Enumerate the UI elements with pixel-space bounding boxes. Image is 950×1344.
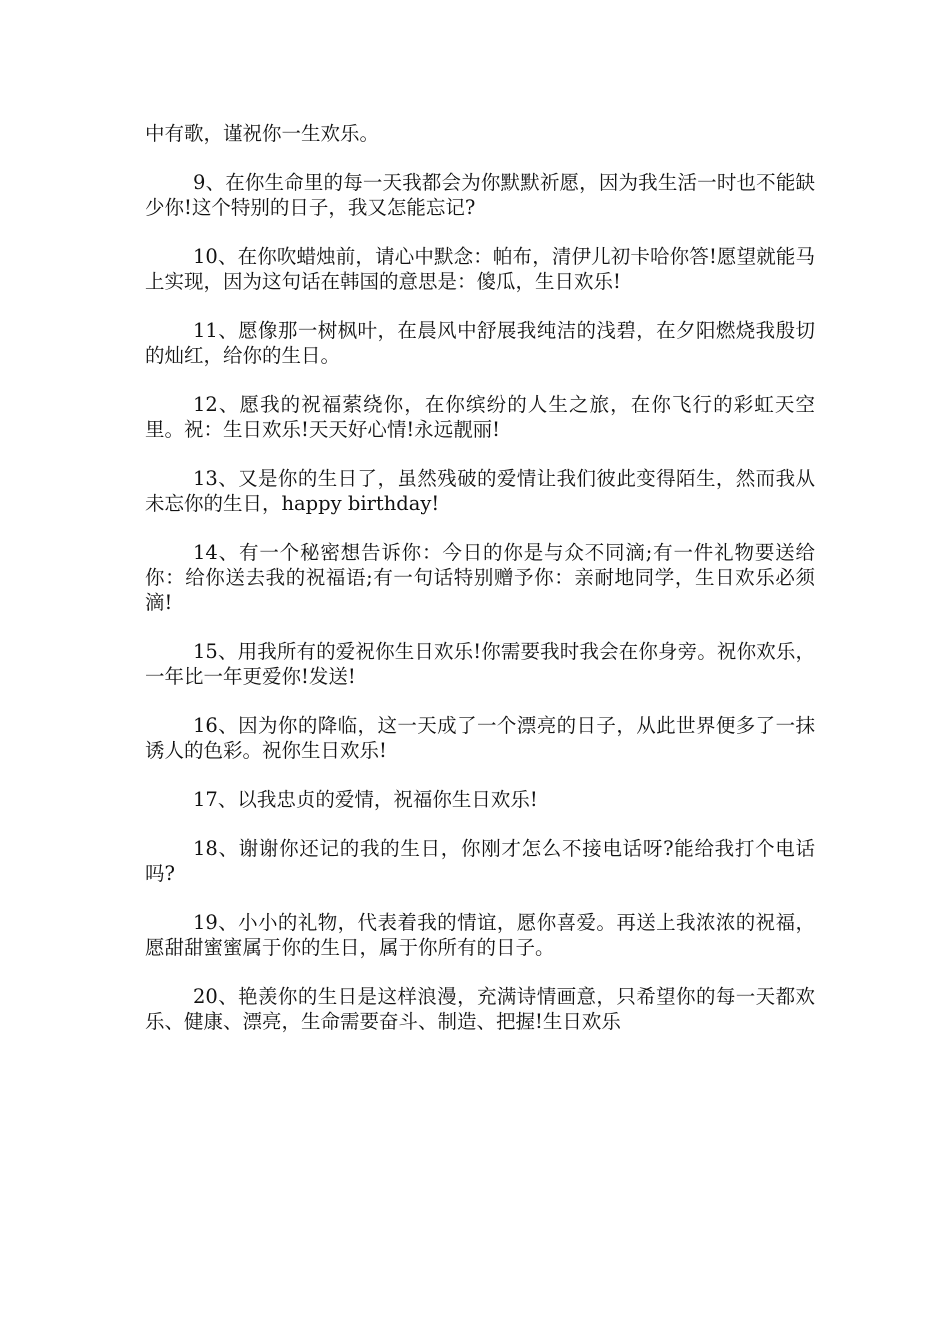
paragraph-continuation: 中有歌，谨祝你一生欢乐。 — [145, 122, 380, 145]
paragraph-19: 19、小小的礼物，代表着我的情谊，愿你喜爱。再送上我浓浓的祝福，愿甜甜蜜蜜属于你的生日，属于你所有的日子。 — [145, 911, 815, 959]
paragraph-12: 12、愿我的祝福萦绕你，在你缤纷的人生之旅，在你飞行的彩虹天空里。祝：生日欢乐!天天好心情!永远靓丽! — [145, 393, 815, 441]
paragraph-14: 14、有一个秘密想告诉你：今日的你是与众不同滴;有一件礼物要送给你：给你送去我的祝福语;有一句话特别赠予你：亲耐地同学，生日欢乐必须滴! — [145, 541, 815, 614]
paragraph-9: 9、在你生命里的每一天我都会为你默默祈愿，因为我生活一时也不能缺少你!这个特别的日子，我又怎能忘记? — [145, 171, 815, 219]
paragraph-13: 13、又是你的生日了，虽然残破的爱情让我们彼此变得陌生，然而我从未忘你的生日，happy birthday! — [145, 467, 815, 515]
paragraph-18: 18、谢谢你还记的我的生日，你刚才怎么不接电话呀?能给我打个电话吗? — [145, 837, 815, 885]
document-body — [145, 121, 815, 1058]
paragraph-10: 10、在你吹蜡烛前，请心中默念：帕布，清伊儿初卡哈你答!愿望就能马上实现，因为这句话在韩国的意思是：傻瓜，生日欢乐! — [145, 245, 815, 293]
paragraph-15: 15、用我所有的爱祝你生日欢乐!你需要我时我会在你身旁。祝你欢乐，一年比一年更爱你!发送! — [145, 640, 815, 688]
paragraph-20: 20、艳羡你的生日是这样浪漫，充满诗情画意，只希望你的每一天都欢乐、健康、漂亮，生命需要奋斗、制造、把握!生日欢乐 — [145, 985, 815, 1033]
paragraph-17: 17、以我忠贞的爱情，祝福你生日欢乐! — [193, 788, 538, 811]
paragraph-11: 11、愿像那一树枫叶，在晨风中舒展我纯洁的浅碧，在夕阳燃烧我殷切的灿红，给你的生日。 — [145, 319, 815, 367]
paragraph-16: 16、因为你的降临，这一天成了一个漂亮的日子，从此世界便多了一抹诱人的色彩。祝你生日欢乐! — [145, 714, 815, 762]
